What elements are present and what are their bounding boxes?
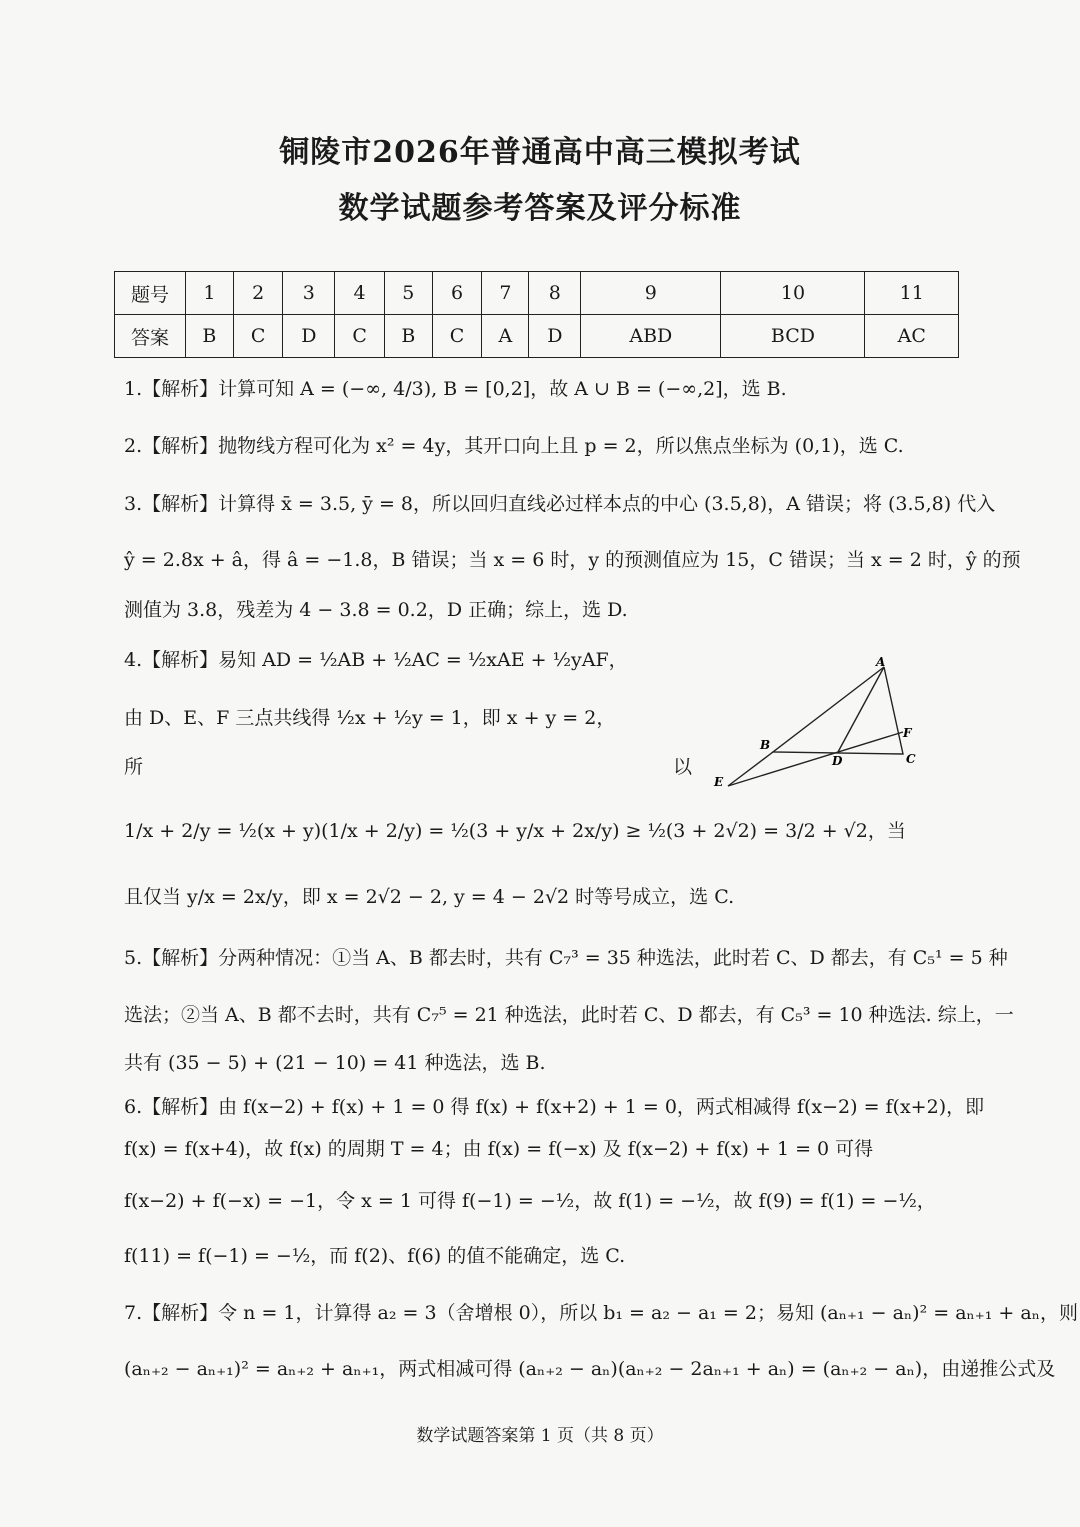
table-cell: 9 [581,272,721,315]
solution-6-line-2: f(x) = f(x+4)，故 f(x) 的周期 T = 4；由 f(x) = f(−x) 及 f(x−2) + f(x) + 1 = 0 可得 [124,1138,874,1160]
solution-5-line-3: 共有 (35 − 5) + (21 − 10) = 41 种选法，选 B. [124,1052,546,1074]
solution-4-line-3b: 以 [673,756,693,778]
triangle-figure [708,655,938,795]
label-d: D [832,754,843,768]
table-row-answers [115,315,959,358]
table-cell: 5 [384,272,432,315]
solution-3-line-1: 3.【解析】计算得 x̄ = 3.5, ȳ = 8，所以回归直线必过样本点的中心 (3.5,8)，A 错误；将 (3.5,8) 代入 [124,493,996,515]
table-cell: D [529,315,581,358]
table-cell: ABD [581,315,721,358]
label-a: A [876,655,886,669]
solution-7-line-1: 7.【解析】令 n = 1，计算得 a₂ = 3（舍增根 0），所以 b₁ = a₂ − a₁ = 2；易知 (aₙ₊₁ − aₙ)² = aₙ₊₁ + aₙ，则 [124,1302,1078,1324]
solution-6-line-1: 6.【解析】由 f(x−2) + f(x) + 1 = 0 得 f(x) + f(x+2) + 1 = 0，两式相减得 f(x−2) = f(x+2)，即 [124,1096,985,1118]
solution-5-line-2: 选法；②当 A、B 都不去时，共有 C₇⁵ = 21 种选法，此时若 C、D 都去，有 C₅³ = 10 种选法. 综上，一 [124,1004,1014,1026]
solution-1: 1.【解析】计算可知 A = (−∞, 4/3), B = [0,2]，故 A ∪ B = (−∞,2]，选 B. [124,378,787,400]
document-title: 铜陵市2026年普通高中高三模拟考试 [279,135,801,170]
label-b: B [760,738,771,752]
table-cell: 8 [529,272,581,315]
solution-4-line-4: 1/x + 2/y = ½(x + y)(1/x + 2/y) = ½(3 + y/x + 2x/y) ≥ ½(3 + 2√2) = 3/2 + √2，当 [124,820,906,842]
solution-4-line-1: 4.【解析】易知 AD = ½AB + ½AC = ½xAE + ½yAF， [124,649,628,671]
table-cell: BCD [721,315,865,358]
table-cell: 6 [432,272,482,315]
table-cell: B [186,315,234,358]
solution-3-line-3: 测值为 3.8，残差为 4 − 3.8 = 0.2，D 正确；综上，选 D. [124,599,628,621]
table-cell: 10 [721,272,865,315]
solution-6-line-3: f(x−2) + f(−x) = −1，令 x = 1 可得 f(−1) = −½，故 f(1) = −½，故 f(9) = f(1) = −½， [124,1190,936,1212]
label-f: F [903,726,912,740]
table-cell: 2 [233,272,283,315]
table-cell: AC [865,315,959,358]
solution-3-line-2: ŷ = 2.8x + â，得 â = −1.8，B 错误；当 x = 6 时，y 的预测值应为 15，C 错误；当 x = 2 时，ŷ 的预 [124,549,1021,571]
solution-5-line-1: 5.【解析】分两种情况：①当 A、B 都去时，共有 C₇³ = 35 种选法，此时若 C、D 都去，有 C₅¹ = 5 种 [124,947,1008,969]
solution-6-line-4: f(11) = f(−1) = −½，而 f(2)、f(6) 的值不能确定，选 C. [124,1245,626,1267]
table-cell: 7 [482,272,529,315]
line-ef [728,732,903,786]
answer-table [114,271,959,358]
table-cell: 4 [335,272,385,315]
table-cell: C [335,315,385,358]
solution-7-line-2: (aₙ₊₂ − aₙ₊₁)² = aₙ₊₂ + aₙ₊₁，两式相减可得 (aₙ₊₂ − aₙ)(aₙ₊₂ − 2aₙ₊₁ + aₙ) = (aₙ₊₂ − aₙ)，由递推公式及 [124,1358,1056,1380]
line-ad [838,667,884,752]
triangle-abc [773,667,903,754]
table-cell: 11 [865,272,959,315]
solution-2: 2.【解析】抛物线方程可化为 x² = 4y，其开口向上且 p = 2，所以焦点坐标为 (0,1)，选 C. [124,435,904,457]
table-cell: 3 [283,272,335,315]
label-c: C [906,752,916,766]
table-header-cell: 答案 [115,315,186,358]
table-cell: D [283,315,335,358]
table-cell: 1 [186,272,234,315]
table-cell: B [384,315,432,358]
table-row-numbers [115,272,959,315]
solution-4-line-3a: 所 [124,756,144,778]
table-cell: C [233,315,283,358]
table-cell: C [432,315,482,358]
solution-4-line-5: 且仅当 y/x = 2x/y，即 x = 2√2 − 2, y = 4 − 2√2 时等号成立，选 C. [124,886,735,908]
table-header-cell: 题号 [115,272,186,315]
solution-4-line-2: 由 D、E、F 三点共线得 ½x + ½y = 1，即 x + y = 2， [124,707,616,729]
table-cell: A [482,315,529,358]
label-e: E [714,775,724,789]
line-eb [728,752,773,786]
page-footer: 数学试题答案第 1 页（共 8 页） [416,1426,664,1446]
document-subtitle: 数学试题参考答案及评分标准 [338,191,742,226]
